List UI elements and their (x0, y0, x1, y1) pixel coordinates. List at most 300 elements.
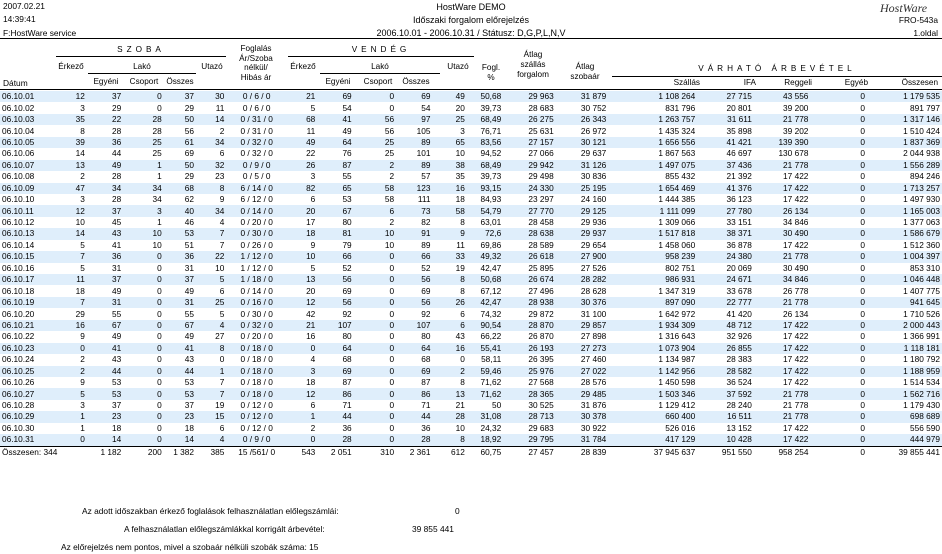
table-cell: 5 (57, 263, 87, 274)
table-cell: 1 407 775 (867, 285, 942, 296)
table-cell: 28 589 (503, 240, 556, 251)
table-cell: 49 (87, 331, 123, 342)
table-cell: 29 125 (556, 205, 609, 216)
table-cell: 68 (287, 114, 317, 125)
table-cell: 28 628 (556, 285, 609, 296)
table-cell: 06.10.02 (0, 102, 57, 113)
table-cell: 17 422 (754, 434, 811, 446)
table-cell: 53 (317, 194, 353, 205)
table-cell: 67,12 (467, 285, 503, 296)
table-cell: 41 376 (697, 183, 754, 194)
table-cell: 8 (432, 217, 466, 228)
table-cell: 1 (57, 423, 87, 434)
table-cell: 16 511 (697, 411, 754, 422)
table-cell: 18 (287, 228, 317, 239)
table-cell: 111 (396, 194, 432, 205)
table-cell: 0 / 18 / 0 (226, 366, 287, 377)
table-cell: 24 380 (697, 251, 754, 262)
table-cell: 660 400 (608, 411, 697, 422)
table-cell: 14 (196, 114, 226, 125)
table-cell: 76,71 (467, 125, 503, 136)
table-cell: 0 (123, 400, 163, 411)
table-cell: 34 (87, 183, 123, 194)
table-cell: 69 (317, 366, 353, 377)
table-cell: 16 (432, 343, 466, 354)
table-cell: 55 (164, 308, 196, 319)
vendeg-erkezo-header: Érkező (290, 62, 316, 71)
table-cell: 35 898 (697, 125, 754, 136)
egyeni-header: Egyéni (93, 77, 119, 86)
table-cell: 16 (287, 331, 317, 342)
table-cell: 42,47 (467, 297, 503, 308)
table-cell: 43 (164, 354, 196, 365)
table-cell: 53 (164, 377, 196, 388)
table-cell: 30 490 (754, 228, 811, 239)
table-cell: 8 (432, 434, 466, 446)
table-cell: 81 (317, 228, 353, 239)
table-cell: 71 (396, 400, 432, 411)
total-cell: 2 051 (317, 446, 353, 458)
table-cell: 37 436 (697, 160, 754, 171)
table-cell: 0 (810, 308, 867, 319)
table-cell: 1 309 066 (608, 217, 697, 228)
table-row (0, 308, 942, 319)
csoport-header: Csoport (129, 77, 159, 86)
table-row (0, 137, 942, 148)
table-cell: 31 (164, 263, 196, 274)
table-cell: 8 (432, 274, 466, 285)
table-cell: 1 165 003 (867, 205, 942, 216)
table-cell: 14 (57, 228, 87, 239)
table-cell: 20 801 (697, 102, 754, 113)
table-cell: 27 460 (556, 354, 609, 365)
table-cell: 53 (164, 388, 196, 399)
table-cell: 65 (317, 183, 353, 194)
table-cell: 34 846 (754, 217, 811, 228)
table-cell: 23 297 (503, 194, 556, 205)
table-cell: 34 (196, 205, 226, 216)
table-cell: 56 (317, 274, 353, 285)
table-cell: 49 (87, 160, 123, 171)
table-cell: 69 (164, 148, 196, 159)
table-cell: 9 (287, 240, 317, 251)
table-cell: 33 151 (697, 217, 754, 228)
table-cell: 1 179 430 (867, 400, 942, 411)
table-cell: 1 180 792 (867, 354, 942, 365)
table-cell: 71,62 (467, 377, 503, 388)
szoba-group-header: SZOBA (117, 45, 165, 54)
table-cell: 3 (432, 125, 466, 136)
table-row (0, 331, 942, 342)
table-cell: 43 (87, 354, 123, 365)
table-cell: 27 022 (556, 366, 609, 377)
table-cell: 9 (196, 194, 226, 205)
vendeg-osszes-header: Összes (402, 77, 430, 86)
table-cell: 06.10.31 (0, 434, 57, 446)
table-cell: 13 (57, 160, 87, 171)
ifa-header: IFA (743, 78, 756, 87)
table-cell: 0 (810, 354, 867, 365)
varhato-group-header: VÁRHATÓ ÁRBEVÉTEL (698, 64, 856, 73)
table-cell: 0 (354, 377, 396, 388)
table-cell: 18 (287, 377, 317, 388)
table-cell: 0 (810, 423, 867, 434)
table-cell: 50,68 (467, 91, 503, 102)
table-cell: 26 972 (556, 125, 609, 136)
table-cell: 2 (354, 217, 396, 228)
table-cell: 5 (196, 274, 226, 285)
table-cell: 64 (396, 343, 432, 354)
table-cell: 06.10.25 (0, 366, 57, 377)
table-cell: 28 240 (697, 400, 754, 411)
table-cell: 29 (164, 102, 196, 113)
table-cell: 69,86 (467, 240, 503, 251)
table-cell: 2 (57, 171, 87, 182)
table-cell: 34 (123, 183, 163, 194)
table-cell: 0 (354, 285, 396, 296)
table-cell: 0 / 14 / 0 (226, 285, 287, 296)
foglalas-header: Foglalás Ár/Szoba nélkül/ Hibás ár (239, 44, 273, 82)
table-cell: 82 (396, 217, 432, 228)
table-cell: 0 (810, 114, 867, 125)
table-cell: 4 (196, 434, 226, 446)
table-cell: 0 (354, 263, 396, 274)
table-cell: 21 (432, 400, 466, 411)
table-cell: 89 (396, 137, 432, 148)
table-cell: 89 (396, 240, 432, 251)
table-cell: 1 503 346 (608, 388, 697, 399)
table-cell: 67 (164, 320, 196, 331)
table-cell: 54 (396, 102, 432, 113)
table-cell: 44 (164, 366, 196, 377)
table-cell: 0 (432, 354, 466, 365)
table-cell: 0 (810, 228, 867, 239)
table-cell: 37 (87, 91, 123, 102)
table-cell: 25 (123, 148, 163, 159)
table-cell: 31 879 (556, 91, 609, 102)
table-cell: 84,93 (467, 194, 503, 205)
footer-line1-value: 0 (455, 506, 460, 516)
table-cell: 24 160 (556, 194, 609, 205)
table-cell: 6 (432, 308, 466, 319)
table-cell: 58 (354, 194, 396, 205)
footer-line1-label: Az adott időszakban érkező foglalások felhasználatlan előlegszámlái: (82, 506, 339, 516)
table-cell: 26 674 (503, 274, 556, 285)
table-cell: 6 (432, 320, 466, 331)
table-cell: 06.10.04 (0, 125, 57, 136)
table-cell: 0 (810, 366, 867, 377)
table-cell: 30 752 (556, 102, 609, 113)
table-cell: 43 (432, 331, 466, 342)
table-row (0, 400, 942, 411)
table-cell: 1 (123, 171, 163, 182)
table-cell: 21 778 (754, 251, 811, 262)
table-cell: 25 (354, 148, 396, 159)
table-cell: 50,68 (467, 274, 503, 285)
table-cell: 1 188 959 (867, 366, 942, 377)
table-cell: 2 (196, 125, 226, 136)
table-cell: 1 046 448 (867, 274, 942, 285)
table-cell: 0 / 18 / 0 (226, 354, 287, 365)
table-cell: 0 (123, 263, 163, 274)
table-cell: 3 (287, 366, 317, 377)
table-cell: 12 (57, 91, 87, 102)
vendeg-lako-header: Lakó (371, 62, 389, 71)
table-cell: 51 (164, 240, 196, 251)
szallas-header: Szállás (673, 78, 700, 87)
table-cell: 68 (317, 354, 353, 365)
table-cell: 17 422 (754, 320, 811, 331)
table-cell: 27 900 (556, 251, 609, 262)
table-cell: 80 (317, 217, 353, 228)
table-cell: 31 611 (697, 114, 754, 125)
table-cell: 1 142 956 (608, 366, 697, 377)
table-cell: 30 490 (754, 263, 811, 274)
lako-header: Lakó (133, 62, 151, 71)
table-cell: 0 (810, 171, 867, 182)
table-row (0, 114, 942, 125)
table-cell: 10 (123, 240, 163, 251)
table-cell: 1 / 12 / 0 (226, 251, 287, 262)
total-cell: 0 (810, 446, 867, 458)
table-cell: 52 (396, 263, 432, 274)
table-cell: 1 510 424 (867, 125, 942, 136)
table-cell: 36 123 (697, 194, 754, 205)
table-cell: 79 (317, 240, 353, 251)
table-cell: 0 / 32 / 0 (226, 137, 287, 148)
table-cell: 21 778 (754, 400, 811, 411)
table-cell: 66,22 (467, 331, 503, 342)
table-cell: 92 (396, 308, 432, 319)
total-label: Összesen: 344 (0, 446, 87, 458)
table-cell: 10 (57, 217, 87, 228)
table-cell: 62 (164, 194, 196, 205)
total-cell: 37 945 637 (608, 446, 697, 458)
table-cell: 18 (87, 423, 123, 434)
table-cell: 105 (396, 125, 432, 136)
table-cell: 71 (317, 400, 353, 411)
table-cell: 28 870 (503, 320, 556, 331)
table-cell: 29 637 (556, 148, 609, 159)
table-cell: 0 (123, 274, 163, 285)
table-cell: 18 (57, 285, 87, 296)
table-cell: 06.10.26 (0, 377, 57, 388)
table-cell: 25 (432, 114, 466, 125)
table-cell: 19 (432, 263, 466, 274)
table-row (0, 205, 942, 216)
total-cell: 1 182 (87, 446, 123, 458)
table-cell: 22 (87, 114, 123, 125)
table-cell: 0 (123, 320, 163, 331)
table-cell: 27 715 (697, 91, 754, 102)
table-cell: 38 (432, 160, 466, 171)
table-cell: 93,15 (467, 183, 503, 194)
table-cell: 37 (87, 205, 123, 216)
table-cell: 417 129 (608, 434, 697, 446)
table-cell: 1 713 257 (867, 183, 942, 194)
total-cell: 200 (123, 446, 163, 458)
table-cell: 37 (87, 400, 123, 411)
vendeg-group-header: VENDÉG (351, 45, 411, 54)
egyeb-header: Egyéb (844, 78, 868, 87)
table-cell: 1 (123, 160, 163, 171)
table-cell: 10 (432, 148, 466, 159)
table-cell: 72,6 (467, 228, 503, 239)
table-cell: 4 (196, 320, 226, 331)
table-cell: 18 (432, 194, 466, 205)
table-cell: 0 / 12 / 0 (226, 423, 287, 434)
table-cell: 27 770 (503, 205, 556, 216)
table-cell: 21 778 (754, 114, 811, 125)
table-cell: 06.10.07 (0, 160, 57, 171)
table-cell: 0 (57, 434, 87, 446)
table-cell: 66 (317, 251, 353, 262)
table-cell: 56 (396, 274, 432, 285)
table-cell: 29 795 (503, 434, 556, 446)
table-cell: 41 421 (697, 137, 754, 148)
total-cell: 27 457 (503, 446, 556, 458)
table-cell: 0 (123, 331, 163, 342)
table-cell: 0 / 30 / 0 (226, 228, 287, 239)
table-cell: 1 556 289 (867, 160, 942, 171)
table-cell: 56 (396, 297, 432, 308)
table-cell: 0 / 18 / 0 (226, 377, 287, 388)
table-cell: 21 (287, 91, 317, 102)
table-cell: 25 195 (556, 183, 609, 194)
table-cell: 2 (354, 160, 396, 171)
total-cell: 39 855 441 (867, 446, 942, 458)
table-cell: 1 377 063 (867, 217, 942, 228)
table-cell: 698 689 (867, 411, 942, 422)
report-time: 14:39:41 (3, 14, 36, 24)
table-cell: 39 (57, 137, 87, 148)
table-cell: 87 (317, 160, 353, 171)
table-cell: 94,52 (467, 148, 503, 159)
table-cell: 37 (164, 91, 196, 102)
erkezo-header: Érkező (58, 62, 84, 71)
table-cell: 27 568 (503, 377, 556, 388)
table-cell: 6 (287, 400, 317, 411)
table-cell: 1 (287, 411, 317, 422)
table-cell: 06.10.03 (0, 114, 57, 125)
table-cell: 5 (287, 263, 317, 274)
table-cell: 0 / 32 / 0 (226, 148, 287, 159)
table-cell: 26 275 (503, 114, 556, 125)
table-cell: 49 (164, 331, 196, 342)
table-cell: 49 (432, 91, 466, 102)
table-cell: 55,41 (467, 343, 503, 354)
table-cell: 37 (164, 274, 196, 285)
table-row (0, 411, 942, 422)
table-cell: 46 697 (697, 148, 754, 159)
table-cell: 0 (123, 308, 163, 319)
table-cell: 0 (810, 297, 867, 308)
table-cell: 28 458 (503, 217, 556, 228)
table-cell: 0 / 12 / 0 (226, 400, 287, 411)
table-cell: 0 / 6 / 0 (226, 102, 287, 113)
total-cell: 543 (287, 446, 317, 458)
table-cell: 28 282 (556, 274, 609, 285)
table-cell: 26 (287, 160, 317, 171)
table-cell: 69 (396, 285, 432, 296)
table-cell: 25 (196, 297, 226, 308)
table-cell: 1 179 535 (867, 91, 942, 102)
table-row (0, 251, 942, 262)
table-cell: 06.10.12 (0, 217, 57, 228)
table-cell: 0 / 30 / 0 (226, 308, 287, 319)
table-cell: 22 777 (697, 297, 754, 308)
table-cell: 7 (196, 377, 226, 388)
table-cell: 25 631 (503, 125, 556, 136)
table-cell: 68,49 (467, 160, 503, 171)
table-cell: 18,92 (467, 434, 503, 446)
table-cell: 0 (123, 377, 163, 388)
table-cell: 17 422 (754, 343, 811, 354)
table-cell: 26 134 (754, 308, 811, 319)
table-cell: 35 (432, 171, 466, 182)
table-cell: 44 (317, 411, 353, 422)
table-cell: 20 (287, 285, 317, 296)
table-cell: 29 872 (503, 308, 556, 319)
atlag-szallas-header: Átlag szállás forgalom (517, 50, 549, 79)
table-cell: 31 (164, 297, 196, 308)
table-cell: 0 (810, 148, 867, 159)
table-row (0, 160, 942, 171)
table-cell: 1 111 099 (608, 205, 697, 216)
table-cell: 526 016 (608, 423, 697, 434)
table-cell: 52 (317, 263, 353, 274)
table-cell: 21 (287, 320, 317, 331)
vendeg-egyeni-header: Egyéni (325, 77, 351, 86)
table-row (0, 297, 942, 308)
table-cell: 42 (287, 308, 317, 319)
table-cell: 06.10.29 (0, 411, 57, 422)
table-cell: 6 (196, 148, 226, 159)
table-cell: 17 422 (754, 194, 811, 205)
table-row (0, 102, 942, 113)
table-cell: 0 (123, 285, 163, 296)
osszesen-header: Összesen (901, 78, 938, 87)
table-cell: 0 (354, 251, 396, 262)
table-cell: 0 (810, 274, 867, 285)
table-row (0, 263, 942, 274)
table-cell: 73 (396, 205, 432, 216)
table-cell: 0 (123, 411, 163, 422)
table-cell: 13 (287, 274, 317, 285)
table-cell: 7 (196, 228, 226, 239)
table-cell: 06.10.01 (0, 91, 57, 102)
table-cell: 17 422 (754, 171, 811, 182)
table-row (0, 354, 942, 365)
table-cell: 5 (57, 388, 87, 399)
total-cell: 958 254 (754, 446, 811, 458)
report-date: 2007.02.21 (3, 1, 45, 11)
table-cell: 06.10.09 (0, 183, 57, 194)
table-cell: 8 (432, 285, 466, 296)
table-cell: 10 (354, 228, 396, 239)
footer-line3: Az előrejelzés nem pontos, mivel a szobaár nélküli szobák száma: 15 (61, 542, 319, 552)
utazo-header: Utazó (201, 62, 223, 71)
table-cell: 3 (57, 102, 87, 113)
table-cell: 40 (164, 205, 196, 216)
table-cell: 130 678 (754, 148, 811, 159)
table-cell: 27 066 (503, 148, 556, 159)
table-cell: 1 / 12 / 0 (226, 263, 287, 274)
table-cell: 0 (354, 400, 396, 411)
table-cell: 80 (396, 331, 432, 342)
table-cell: 49 (87, 285, 123, 296)
table-cell: 30 378 (556, 411, 609, 422)
